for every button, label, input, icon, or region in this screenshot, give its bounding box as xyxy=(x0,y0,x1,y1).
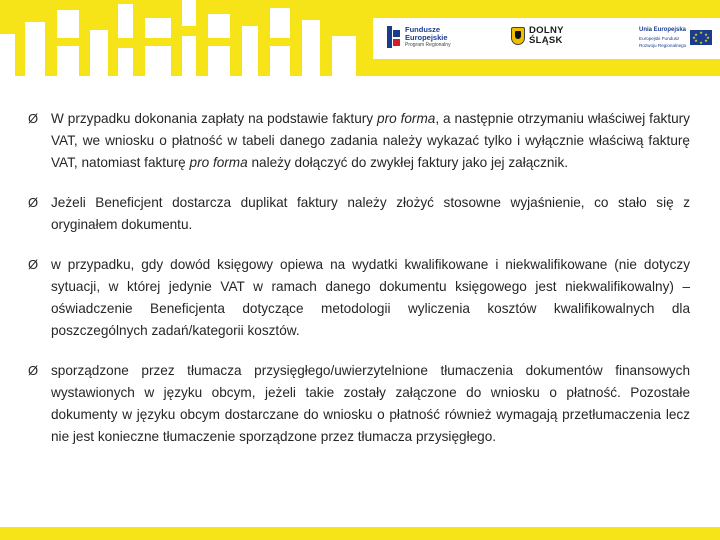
header-decor-block xyxy=(208,14,230,38)
item-text: sporządzone przez tłumacza przysięgłego/uwierzytelnione tłumaczenia dokumentów finansowych wystawionych w języku obcym, jeżeli takie zostały załączone do wniosku o płatność. Pozostałe dokumenty w języku obcym dostarczane do wniosku o płatność również wymagają przetłumaczenia lecz nie jest konieczne tłumaczenie sporządzone przez tłumacza przysięgłego. xyxy=(51,363,690,444)
header-decor-block xyxy=(118,48,133,76)
footer-band xyxy=(0,527,720,540)
list-item xyxy=(28,360,690,448)
funds-logo-icon xyxy=(387,24,401,50)
header-decor-block xyxy=(57,10,79,38)
eu-flag-icon: ★ ★ ★ ★ ★ ★ ★ ★ xyxy=(690,30,712,45)
eagle-crest-icon xyxy=(511,27,525,45)
item-text: w przypadku, gdy dowód księgowy opiewa na wydatki kwalifikowane i niekwalifikowane (nie dotyczy sytuacji, w której jedynie VAT w ramach danego dokumentu księgowego jest niekwalifikowalny) – oświadczenie Beneficjenta dotyczące metodologii wyliczenia kosztów kwalifikowalnych dla poszczególnych zadań/kategorii kosztów. xyxy=(51,257,690,338)
header-decor-block xyxy=(302,20,320,76)
header-decor-block xyxy=(242,26,258,76)
region-logo-line2: ŚLĄSK xyxy=(529,35,563,46)
bullet-list xyxy=(28,108,690,448)
header-decor-block xyxy=(182,36,196,76)
arrow-bullet-icon: Ø xyxy=(28,363,39,378)
header-decor-block xyxy=(182,0,196,26)
arrow-bullet-icon: Ø xyxy=(28,111,39,126)
header-decor-block xyxy=(145,18,171,38)
arrow-bullet-icon: Ø xyxy=(28,195,39,210)
header-decor-block xyxy=(332,36,356,76)
header-decor-block xyxy=(90,30,108,76)
list-item xyxy=(28,254,690,342)
header-decor-block xyxy=(270,8,290,38)
funds-logo-line1: Fundusze xyxy=(405,24,440,34)
header-band xyxy=(0,0,720,76)
item-text: Jeżeli Beneficjent dostarcza duplikat faktury należy złożyć stosowne wyjaśnienie, co stało się z oryginałem dokumentu. xyxy=(51,195,690,232)
eu-logo-line2: Europejski Fundusz xyxy=(639,36,680,41)
funds-logo xyxy=(387,24,451,50)
eu-logo-line1: Unia Europejska xyxy=(639,27,687,33)
region-logo xyxy=(511,26,564,46)
item-emphasis: pro forma xyxy=(377,111,436,126)
header-decor-block xyxy=(145,46,171,76)
funds-logo-line2: Europejskie xyxy=(405,32,448,42)
list-item xyxy=(28,192,690,236)
eu-logo xyxy=(639,26,712,49)
list-item xyxy=(28,108,690,174)
item-emphasis: pro forma xyxy=(189,155,248,170)
header-decor-block xyxy=(25,22,45,76)
item-text: należy dołączyć do zwykłej faktury jako jej załącznik. xyxy=(247,155,569,170)
header-decor-block xyxy=(118,4,133,38)
header-decor-block xyxy=(57,46,79,76)
header-decor-block xyxy=(270,46,290,76)
eu-logo-line3: Rozwoju Regionalnego xyxy=(639,43,687,48)
funds-logo-line3: Program Regionalny xyxy=(405,41,451,48)
arrow-bullet-icon: Ø xyxy=(28,257,39,272)
header-decor-block xyxy=(0,34,15,76)
item-text: , a następnie otrzymaniu właściwej faktury VAT, we wniosku o płatność w tabeli danego zadania należy wykazać tylko i wyłącznie właściwą fakturę VAT, natomiast fakturę xyxy=(51,111,690,170)
region-logo-line1: DOLNY xyxy=(529,25,564,36)
logo-strip xyxy=(373,18,720,59)
item-text: W przypadku dokonania zapłaty na podstawie faktury xyxy=(51,111,378,126)
header-decor-block xyxy=(208,46,230,76)
